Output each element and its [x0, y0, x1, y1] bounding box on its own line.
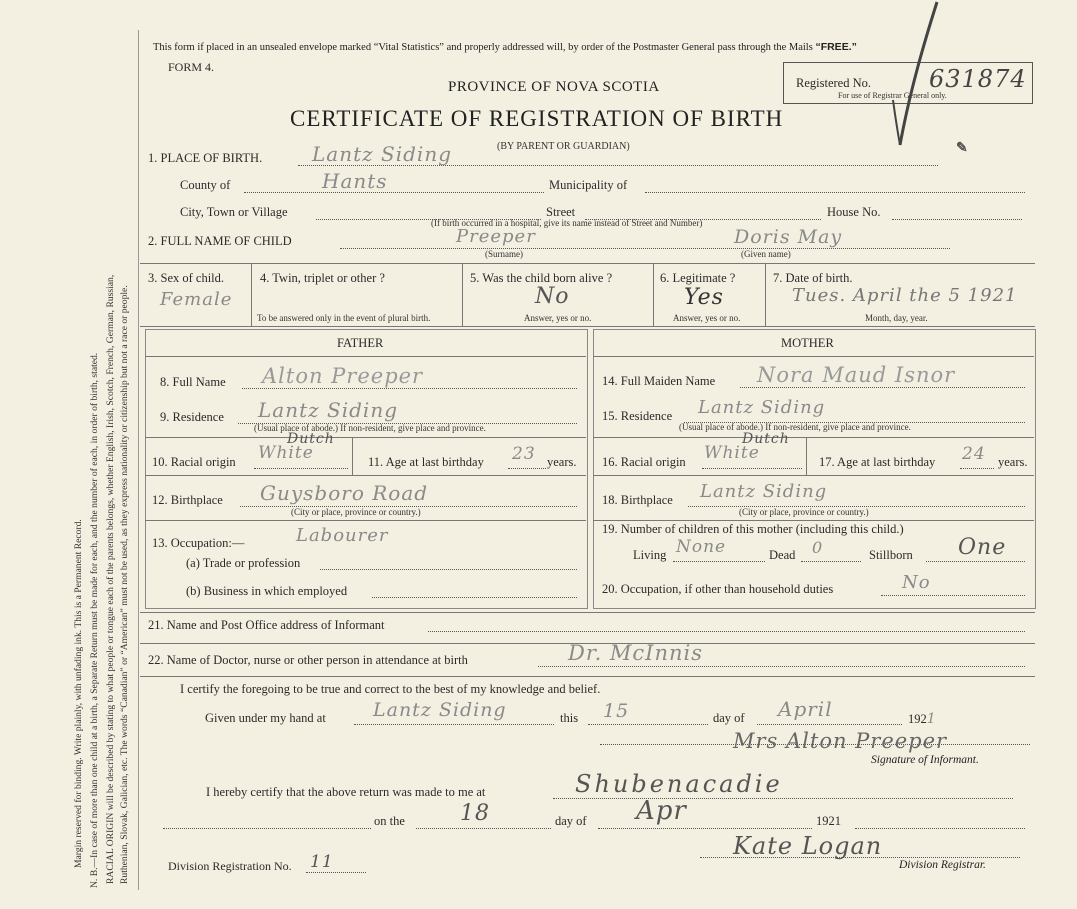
ink-scribble: ✎: [956, 141, 968, 156]
children-count-label: 19. Number of children of this mother (including this child.): [602, 522, 904, 536]
registrar-use-note: For use of Registrar General only.: [838, 91, 947, 100]
mother-age-divider: [806, 437, 807, 475]
father-name-line: [242, 388, 577, 389]
given-under-label: Given under my hand at: [205, 711, 326, 725]
place-of-birth-value: Lantz Siding: [312, 142, 452, 166]
date-of-birth-value: Tues. April the 5 1921: [792, 285, 1018, 306]
twin-label: 4. Twin, triplet or other ?: [260, 271, 385, 285]
col-divider-3: [653, 263, 654, 326]
given-place-value: Lantz Siding: [373, 699, 507, 721]
mother-birthplace-value: Lantz Siding: [700, 481, 828, 502]
father-occupation-value: Labourer: [296, 525, 389, 546]
mother-name-label: 14. Full Maiden Name: [602, 374, 716, 388]
mother-age-label: 17. Age at last birthday: [819, 455, 936, 469]
cert-year: 1921: [908, 711, 937, 727]
alive-note: Answer, yes or no.: [524, 313, 592, 323]
child-name-line: [340, 248, 950, 249]
place-of-birth-label: 1. PLACE OF BIRTH.: [148, 151, 263, 165]
division-registration-value: 11: [310, 852, 334, 872]
mother-birthplace-note: (City or place, province or country.): [739, 507, 869, 517]
month-line: [757, 724, 902, 725]
father-residence-value: Lantz Siding: [258, 398, 398, 422]
dead-label: Dead: [769, 548, 796, 562]
informant-line: [428, 631, 1025, 632]
registrar-day-line: [416, 828, 551, 829]
registrar-month-value: Apr: [636, 796, 687, 826]
this-label: this: [560, 711, 579, 725]
father-birthplace-value: Guysboro Road: [260, 481, 429, 505]
doctor-line: [538, 666, 1025, 667]
mother-heading: MOTHER: [781, 336, 834, 350]
mother-racial-line: [702, 468, 802, 469]
col-divider-4: [765, 263, 766, 326]
sex-value: Female: [160, 289, 233, 310]
registrar-statement: I hereby certify that the above return was made to me at: [206, 785, 486, 799]
mother-row-rule-1: [593, 437, 1034, 438]
trade-line: [320, 569, 577, 570]
mother-occupation-label: 20. Occupation, if other than household duties: [602, 582, 834, 596]
registrar-caption: Division Registrar.: [899, 859, 986, 871]
page-subtitle: (BY PARENT OR GUARDIAN): [497, 141, 630, 152]
child-surname: Preeper: [456, 226, 536, 247]
mother-age-line: [960, 468, 994, 469]
mother-residence-value: Lantz Siding: [698, 397, 826, 418]
stillborn-line: [926, 561, 1025, 562]
alive-label: 5. Was the child born alive ?: [470, 271, 613, 285]
margin-note-4: Ruthenian, Slovak, Galician, etc. The words “Canadian” or “American” must not be used, as they express nationality or citizenship but not a race or people.: [119, 285, 130, 884]
informant-label: 21. Name and Post Office address of Informant: [148, 618, 385, 632]
city-label: City, Town or Village: [180, 205, 288, 219]
sex-label: 3. Sex of child.: [148, 271, 225, 285]
father-heading: FATHER: [337, 336, 384, 350]
child-name-label: 2. FULL NAME OF CHILD: [148, 234, 292, 248]
county-value: Hants: [322, 169, 388, 193]
doctor-label: 22. Name of Doctor, nurse or other person in attendance at birth: [148, 653, 468, 667]
dead-value: 0: [812, 538, 824, 557]
father-racial-extra: Dutch: [287, 431, 335, 447]
division-registration-line: [306, 872, 366, 873]
mother-residence-label: 15. Residence: [602, 409, 673, 423]
date-label: 7. Date of birth.: [773, 271, 853, 285]
registrar-year: 1921: [816, 814, 841, 828]
registrar-year-line: [855, 828, 1025, 829]
registrar-day-of-label: day of: [555, 814, 587, 828]
living-value: None: [676, 537, 727, 557]
mother-occupation-line: [881, 595, 1025, 596]
father-age-divider: [352, 437, 353, 475]
hospital-note: (If birth occurred in a hospital, give its name instead of Street and Number): [431, 218, 703, 228]
municipality-label: Municipality of: [549, 178, 628, 192]
mother-heading-rule: [593, 356, 1034, 357]
on-the-label: on the: [374, 814, 405, 828]
mother-age-unit: years.: [998, 455, 1028, 469]
child-given-name: Doris May: [734, 226, 843, 248]
father-birthplace-note: (City or place, province or country.): [291, 507, 421, 517]
legitimate-note: Answer, yes or no.: [673, 313, 741, 323]
dead-line: [801, 561, 861, 562]
form-number: FORM 4.: [168, 60, 215, 74]
pen-check-mark: [885, 0, 945, 150]
registrar-place-line: [553, 798, 1013, 799]
alive-value: No: [535, 284, 570, 309]
informant-signature-caption: Signature of Informant.: [871, 754, 979, 766]
section-rule-21: [140, 612, 1035, 613]
twin-note: To be answered only in the event of plural birth.: [257, 313, 431, 323]
living-line: [673, 561, 765, 562]
mother-residence-note: (Usual place of abode.) If non-resident, give place and province.: [679, 422, 911, 432]
cert-month-value: April: [778, 697, 833, 721]
father-racial-value: White: [258, 443, 314, 463]
registrar-signature: Kate Logan: [733, 832, 883, 860]
father-occupation-label: 13. Occupation:—: [152, 536, 245, 550]
date-note: Month, day, year.: [865, 313, 928, 323]
stillborn-label: Stillborn: [869, 548, 913, 562]
registered-number: 631874: [929, 65, 1027, 93]
frame-left-line: [138, 30, 139, 890]
father-birthplace-label: 12. Birthplace: [152, 493, 223, 507]
registrar-lead-line: [163, 828, 371, 829]
surname-caption: (Surname): [485, 249, 523, 259]
province-heading: PROVINCE OF NOVA SCOTIA: [448, 79, 660, 95]
father-age-value: 23: [512, 444, 536, 464]
father-age-unit: years.: [547, 455, 577, 469]
mother-occupation-value: No: [902, 572, 931, 593]
mother-row-rule-2: [593, 475, 1034, 476]
mother-name-line: [740, 387, 1025, 388]
day-of-label: day of: [713, 711, 745, 725]
father-residence-note: (Usual place of abode.) If non-resident, give place and province.: [254, 423, 486, 433]
mother-birthplace-label: 18. Birthplace: [602, 493, 673, 507]
given-place-line: [354, 724, 554, 725]
father-residence-label: 9. Residence: [160, 410, 224, 424]
business-label: (b) Business in which employed: [186, 584, 348, 598]
father-name-value: Alton Preeper: [262, 364, 424, 388]
division-registration-label: Division Registration No.: [168, 859, 292, 873]
mother-racial-extra: Dutch: [742, 431, 790, 447]
father-racial-label: 10. Racial origin: [152, 455, 236, 469]
legitimate-value: Yes: [684, 285, 724, 310]
margin-note-1: Margin reserved for binding. Write plainly, with unfading ink. This is a Permanent Record.: [73, 519, 84, 868]
col-divider-2: [462, 263, 463, 326]
father-name-label: 8. Full Name: [160, 375, 226, 389]
cert-day-value: 15: [603, 700, 630, 722]
county-line: [244, 192, 544, 193]
mail-notice: This form if placed in an unsealed envelope marked “Vital Statistics” and properly addressed will, by order of the Postmaster General pass through the Mails “FREE.”: [153, 41, 857, 53]
municipality-line: [645, 192, 1025, 193]
day-line: [588, 724, 708, 725]
father-age-line: [508, 468, 546, 469]
informant-signature: Mrs Alton Preeper: [733, 729, 948, 753]
stillborn-value: One: [958, 535, 1007, 560]
county-label: County of: [180, 178, 231, 192]
mother-racial-value: White: [704, 443, 760, 463]
registrar-month-line: [598, 828, 812, 829]
father-row-rule-2: [145, 475, 586, 476]
living-label: Living: [633, 548, 667, 562]
father-row-rule-3: [145, 520, 586, 521]
house-label: House No.: [827, 205, 881, 219]
father-heading-rule: [145, 356, 586, 357]
margin-note-3: RACIAL ORIGIN will be described by stating to what people or tongue each of the parents belongs, whether English, Irish, Scotch, French, German, Russian,: [105, 274, 116, 884]
business-line: [372, 597, 577, 598]
doctor-value: Dr. McInnis: [568, 641, 704, 665]
page-title: CERTIFICATE OF REGISTRATION OF BIRTH: [290, 106, 784, 131]
row-divider-bottom: [140, 326, 1035, 327]
mother-name-value: Nora Maud Isnor: [757, 363, 956, 387]
trade-label: (a) Trade or profession: [186, 556, 301, 570]
col-divider-1: [251, 263, 252, 326]
section-rule-cert: [140, 676, 1035, 677]
registrar-day-value: 18: [460, 801, 490, 826]
registered-label: Registered No.: [796, 76, 871, 90]
house-line: [892, 219, 1022, 220]
certify-statement: I certify the foregoing to be true and correct to the best of my knowledge and belief.: [180, 682, 601, 696]
registrar-place-value: Shubenacadie: [575, 770, 783, 798]
father-age-label: 11. Age at last birthday: [368, 455, 484, 469]
legitimate-label: 6. Legitimate ?: [660, 271, 736, 285]
given-name-caption: (Given name): [741, 249, 791, 259]
mother-racial-label: 16. Racial origin: [602, 455, 686, 469]
row-divider-top: [140, 263, 1035, 264]
mother-row-rule-3: [593, 520, 1034, 521]
margin-note-2: N. B.—In case of more than one child at a birth, a Separate Return must be made for each, and the number of each, in order of birth, stated.: [89, 352, 100, 888]
mother-age-value: 24: [962, 444, 986, 464]
father-racial-line: [254, 468, 348, 469]
street-label: Street: [546, 205, 576, 219]
father-row-rule-1: [145, 437, 586, 438]
